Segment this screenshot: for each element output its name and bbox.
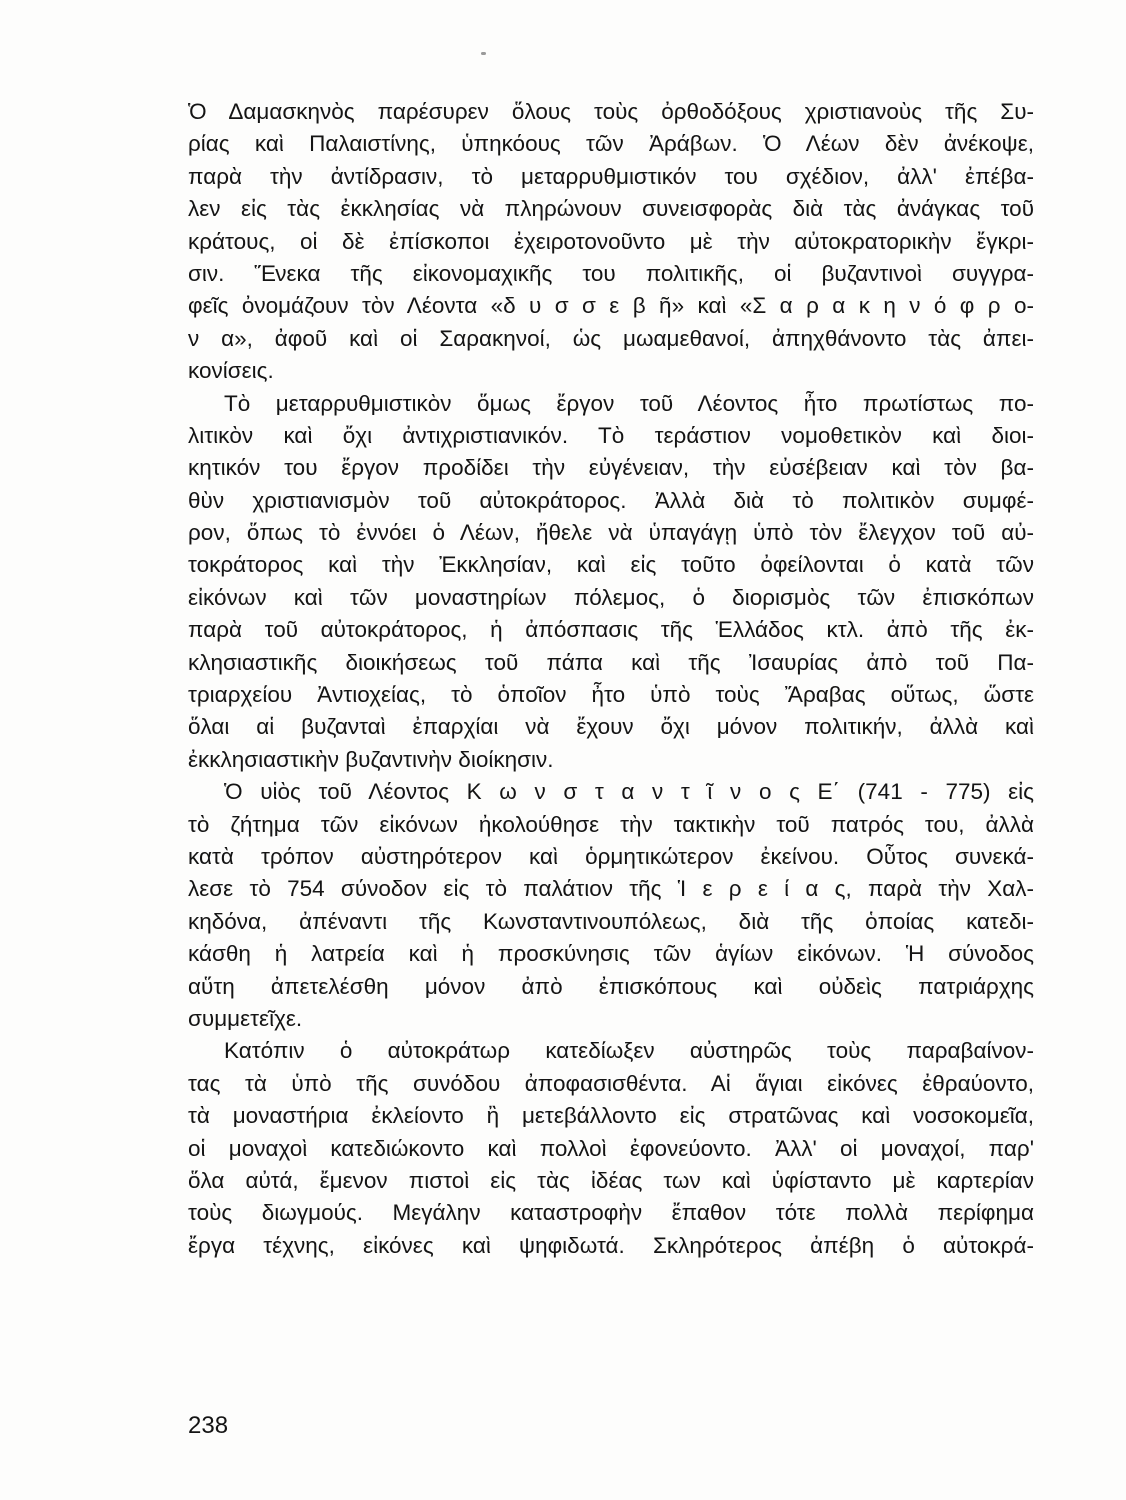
body-text — [188, 96, 1034, 1262]
text-line: παρὰ τὴν ἀντίδρασιν, τὸ μεταρρυθμιστικόν του σχέδιον, ἀλλ' ἐπέβα- — [188, 163, 1034, 189]
text-line: ν α», ἀφοῦ καὶ οἱ Σαρακηνοί, ὡς μωαμεθανοί, ἀπηχθάνοντο τὰς ἀπει- — [188, 325, 1034, 351]
text-line: Τὸ μεταρρυθμιστικὸν ὅμως ἔργον τοῦ Λέοντος ἦτο πρωτίστως πο- — [224, 390, 1034, 416]
text-line: κηδόνα, ἀπέναντι τῆς Κωνσταντινουπόλεως, διὰ τῆς ὁποίας κατεδι- — [188, 908, 1034, 934]
text-line: τοὺς διωγμούς. Μεγάλην καταστροφὴν ἔπαθον τότε πολλὰ περίφημα — [188, 1200, 1034, 1226]
text-line: κάσθη ἡ λατρεία καὶ ἡ προσκύνησις τῶν ἁγίων εἰκόνων. Ἡ σύνοδος — [188, 941, 1034, 967]
text-line: ἔργα τέχνης, εἰκόνες καὶ ψηφιδωτά. Σκληρότερος ἀπέβη ὁ αὐτοκρά- — [188, 1232, 1034, 1258]
text-line: τριαρχείου Ἀντιοχείας, τὸ ὁποῖον ἦτο ὑπὸ τοὺς Ἄραβας οὕτως, ὥστε — [188, 682, 1034, 708]
text-line: σιν. Ἕνεκα τῆς εἰκονομαχικῆς του πολιτικῆς, οἱ βυζαντινοὶ συγγρα- — [188, 260, 1034, 286]
text-line: κατὰ τρόπον αὐστηρότερον καὶ ὁρμητικώτερον ἐκείνου. Οὗτος συνεκά- — [188, 843, 1034, 869]
text-line: τὰ μοναστήρια ἐκλείοντο ἢ μετεβάλλοντο εἰς στρατῶνας καὶ νοσοκομεῖα, — [188, 1103, 1034, 1129]
text-line: οἱ μοναχοὶ κατεδιώκοντο καὶ πολλοὶ ἐφονεύοντο. Ἀλλ' οἱ μοναχοί, παρ' — [188, 1135, 1034, 1161]
text-line: λεσε τὸ 754 σύνοδον εἰς τὸ παλάτιον τῆς Ἱ ε ρ ε ί α ς, παρὰ τὴν Χαλ- — [188, 876, 1034, 902]
text-line: ὅλαι αἱ βυζανταὶ ἐπαρχίαι νὰ ἔχουν ὄχι μόνον πολιτικήν, ἀλλὰ καὶ — [188, 714, 1034, 740]
text-line: κονίσεις. — [188, 358, 274, 384]
text-line: θὺν χριστιανισμὸν τοῦ αὐτοκράτορος. Ἀλλὰ διὰ τὸ πολιτικὸν συμφέ- — [188, 487, 1034, 513]
text-line: λιτικὸν καὶ ὄχι ἀντιχριστιανικόν. Τὸ τεράστιον νομοθετικὸν καὶ διοι- — [188, 422, 1034, 448]
text-line: κητικόν του ἔργον προδίδει τὴν εὐγένειαν, τὴν εὐσέβειαν καὶ τὸν βα- — [188, 455, 1034, 481]
text-line: φεῖς ὀνομάζουν τὸν Λέοντα «δ υ σ σ ε β ῆ» καὶ «Σ α ρ α κ η ν ό φ ρ ο- — [188, 293, 1034, 319]
text-line: κλησιαστικῆς διοικήσεως τοῦ πάπα καὶ τῆς Ἰσαυρίας ἀπὸ τοῦ Πα- — [188, 649, 1034, 675]
text-line: κράτους, οἱ δὲ ἐπίσκοποι ἐχειροτονοῦντο μὲ τὴν αὐτοκρατορικὴν ἔγκρι- — [188, 228, 1034, 254]
text-line: ρίας καὶ Παλαιστίνης, ὑπηκόους τῶν Ἀράβων. Ὁ Λέων δὲν ἀνέκοψε, — [188, 131, 1034, 157]
text-line: ἐκκλησιαστικὴν βυζαντινὴν διοίκησιν. — [188, 746, 554, 772]
page-number: 238 — [188, 1412, 229, 1439]
text-line: τοκράτορος καὶ τὴν Ἐκκλησίαν, καὶ εἰς τοῦτο ὀφείλονται ὁ κατὰ τῶν — [188, 552, 1034, 578]
text-line: εἰκόνων καὶ τῶν μοναστηρίων πόλεμος, ὁ διορισμὸς τῶν ἐπισκόπων — [188, 584, 1034, 610]
text-line: Ὁ Δαμασκηνὸς παρέσυρεν ὅλους τοὺς ὀρθοδόξους χριστιανοὺς τῆς Συ- — [188, 99, 1034, 124]
text-line: παρὰ τοῦ αὐτοκράτορος, ἡ ἀπόσπασις τῆς Ἑλλάδος κτλ. ἀπὸ τῆς ἐκ- — [188, 617, 1034, 643]
text-line: τας τὰ ὑπὸ τῆς συνόδου ἀποφασισθέντα. Αἱ ἅγιαι εἰκόνες ἐθραύοντο, — [188, 1070, 1034, 1096]
text-line: αὕτη ἀπετελέσθη μόνον ἀπὸ ἐπισκόπους καὶ οὐδεὶς πατριάρχης — [188, 973, 1034, 999]
print-speck — [481, 52, 486, 55]
text-line: Κατόπιν ὁ αὐτοκράτωρ κατεδίωξεν αὐστηρῶς τοὺς παραβαίνον- — [224, 1038, 1034, 1064]
text-line: τὸ ζήτημα τῶν εἰκόνων ἠκολούθησε τὴν τακτικὴν τοῦ πατρός του, ἀλλὰ — [188, 811, 1034, 837]
text-line: ρον, ὅπως τὸ ἐννόει ὁ Λέων, ἤθελε νὰ ὑπαγάγῃ ὑπὸ τὸν ἔλεγχον τοῦ αὐ- — [188, 520, 1034, 546]
text-line: συμμετεῖχε. — [188, 1005, 303, 1031]
text-line: ὅλα αὐτά, ἔμενον πιστοὶ εἰς τὰς ἰδέας των καὶ ὑφίσταντο μὲ καρτερίαν — [188, 1167, 1034, 1193]
text-line: λεν εἰς τὰς ἐκκλησίας νὰ πληρώνουν συνεισφορὰς διὰ τὰς ἀνάγκας τοῦ — [188, 196, 1034, 222]
text-line: Ὁ υἱὸς τοῦ Λέοντος Κ ω ν σ τ α ν τ ῖ ν ο ς Ε΄ (741 - 775) εἰς — [224, 779, 1034, 805]
